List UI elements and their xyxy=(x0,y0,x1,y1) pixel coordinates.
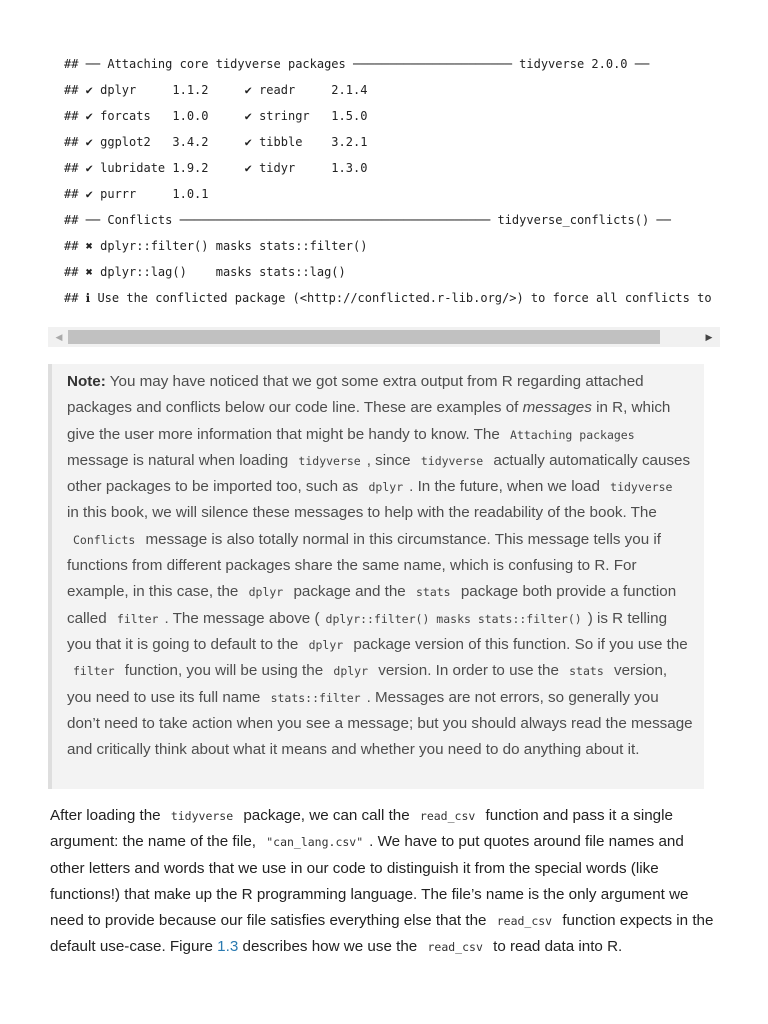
inline-code: dplyr::filter() masks stats::filter() xyxy=(325,611,582,626)
inline-code: read_csv xyxy=(427,940,483,955)
code-line: ## ✖ dplyr::filter() masks stats::filter() xyxy=(64,239,368,253)
inline-code: dplyr xyxy=(308,637,344,652)
inline-code: stats xyxy=(569,664,604,679)
horizontal-scrollbar[interactable] xyxy=(48,327,720,347)
note-callout: Note: You may have noticed that we got some extra output from R regarding attached packages and conflicts below our code line. These are examples of messages in R, which give the user more information that might be handy to know. The Attaching packages message is natural when loading tidyverse , since tidyverse actually automatically causes other packages to be imported too, such as dplyr . In the future, when we load tidyverse in this book, we will silence these messages to help with the readability of the book. The Conflicts message is also totally normal in this circumstance. This message tells you if functions from different packages share the same name, which is confusing to R. For example, in this case, the dplyr package and the stats package both provide a function called filter . The message above ( dplyr::filter() masks stats::filter() ) is R telling you that it is going to default to the dplyr package version of this function. So if you use the filter function, you will be using the dplyr version. In order to use the stats version, you need to use its full name stats::filter . Messages are not errors, so generally you don’t need to take action when you see a message; but you should always read the message and critically think about what it means and whether you need to do anything about it. xyxy=(48,364,704,789)
inline-code: tidyverse xyxy=(610,480,673,495)
inline-code: dplyr xyxy=(368,480,404,495)
code-line: ## ✔ ggplot2 3.4.2 ✔ tibble 3.2.1 xyxy=(64,135,368,149)
code-output-block xyxy=(48,48,720,323)
code-line: ## ✔ lubridate 1.9.2 ✔ tidyr 1.3.0 xyxy=(64,161,368,175)
code-line: ## ✔ forcats 1.0.0 ✔ stringr 1.5.0 xyxy=(64,109,368,123)
body-paragraph: After loading the tidyverse package, we can call the read_csv function and pass it a single argument: the name of the file, "can_lang.csv" . We have to put quotes around file names and other letters and words that we use in our code to distinguish it from the special words (like functions!) that make up the R programming language. The file’s name is the only argument we need to provide because our file satisfies everything else that the read_csv function expects in the default use-case. Figure 1.3 describes how we use the read_csv to read data into R. xyxy=(50,807,714,956)
code-line: ## ── Conflicts ─────────────────────────────────────────── tidyverse_conflicts() ── xyxy=(64,213,671,227)
inline-code: dplyr xyxy=(333,664,369,679)
code-line: ## ✔ purrr 1.0.1 xyxy=(64,187,209,201)
code-line: ## ✖ dplyr::lag() masks stats::lag() xyxy=(64,265,346,279)
inline-code: "can_lang.csv" xyxy=(266,835,364,850)
emphasis: messages xyxy=(522,399,592,417)
inline-code: filter xyxy=(116,611,159,626)
inline-code: tidyverse xyxy=(298,453,361,468)
inline-code: tidyverse xyxy=(170,809,234,823)
code-line: ## ✔ dplyr 1.1.2 ✔ readr 2.1.4 xyxy=(64,83,368,97)
inline-code: Conflicts xyxy=(73,532,136,547)
inline-code: Attaching packages xyxy=(510,427,635,442)
note-label: Note: xyxy=(67,373,106,390)
scroll-left-arrow-icon[interactable]: ◀ xyxy=(55,331,63,342)
scroll-right-arrow-icon[interactable]: ▶ xyxy=(705,331,713,342)
inline-code: read_csv xyxy=(496,914,553,929)
figure-link[interactable]: 1.3 xyxy=(217,938,239,956)
inline-code: dplyr xyxy=(248,585,284,600)
inline-code: stats xyxy=(415,585,451,600)
inline-code: read_csv xyxy=(419,809,476,823)
scrollbar-thumb[interactable] xyxy=(68,330,660,344)
inline-code: stats::filter xyxy=(270,690,361,705)
inline-code: tidyverse xyxy=(420,453,484,468)
code-line: ## ℹ Use the conflicted package (<http://conflicted.r-lib.org/>) to force all conflicts to xyxy=(64,291,712,305)
code-line: ## ── Attaching core tidyverse packages ────────────────────── tidyverse 2.0.0 ── xyxy=(64,57,650,71)
inline-code: filter xyxy=(73,664,115,679)
